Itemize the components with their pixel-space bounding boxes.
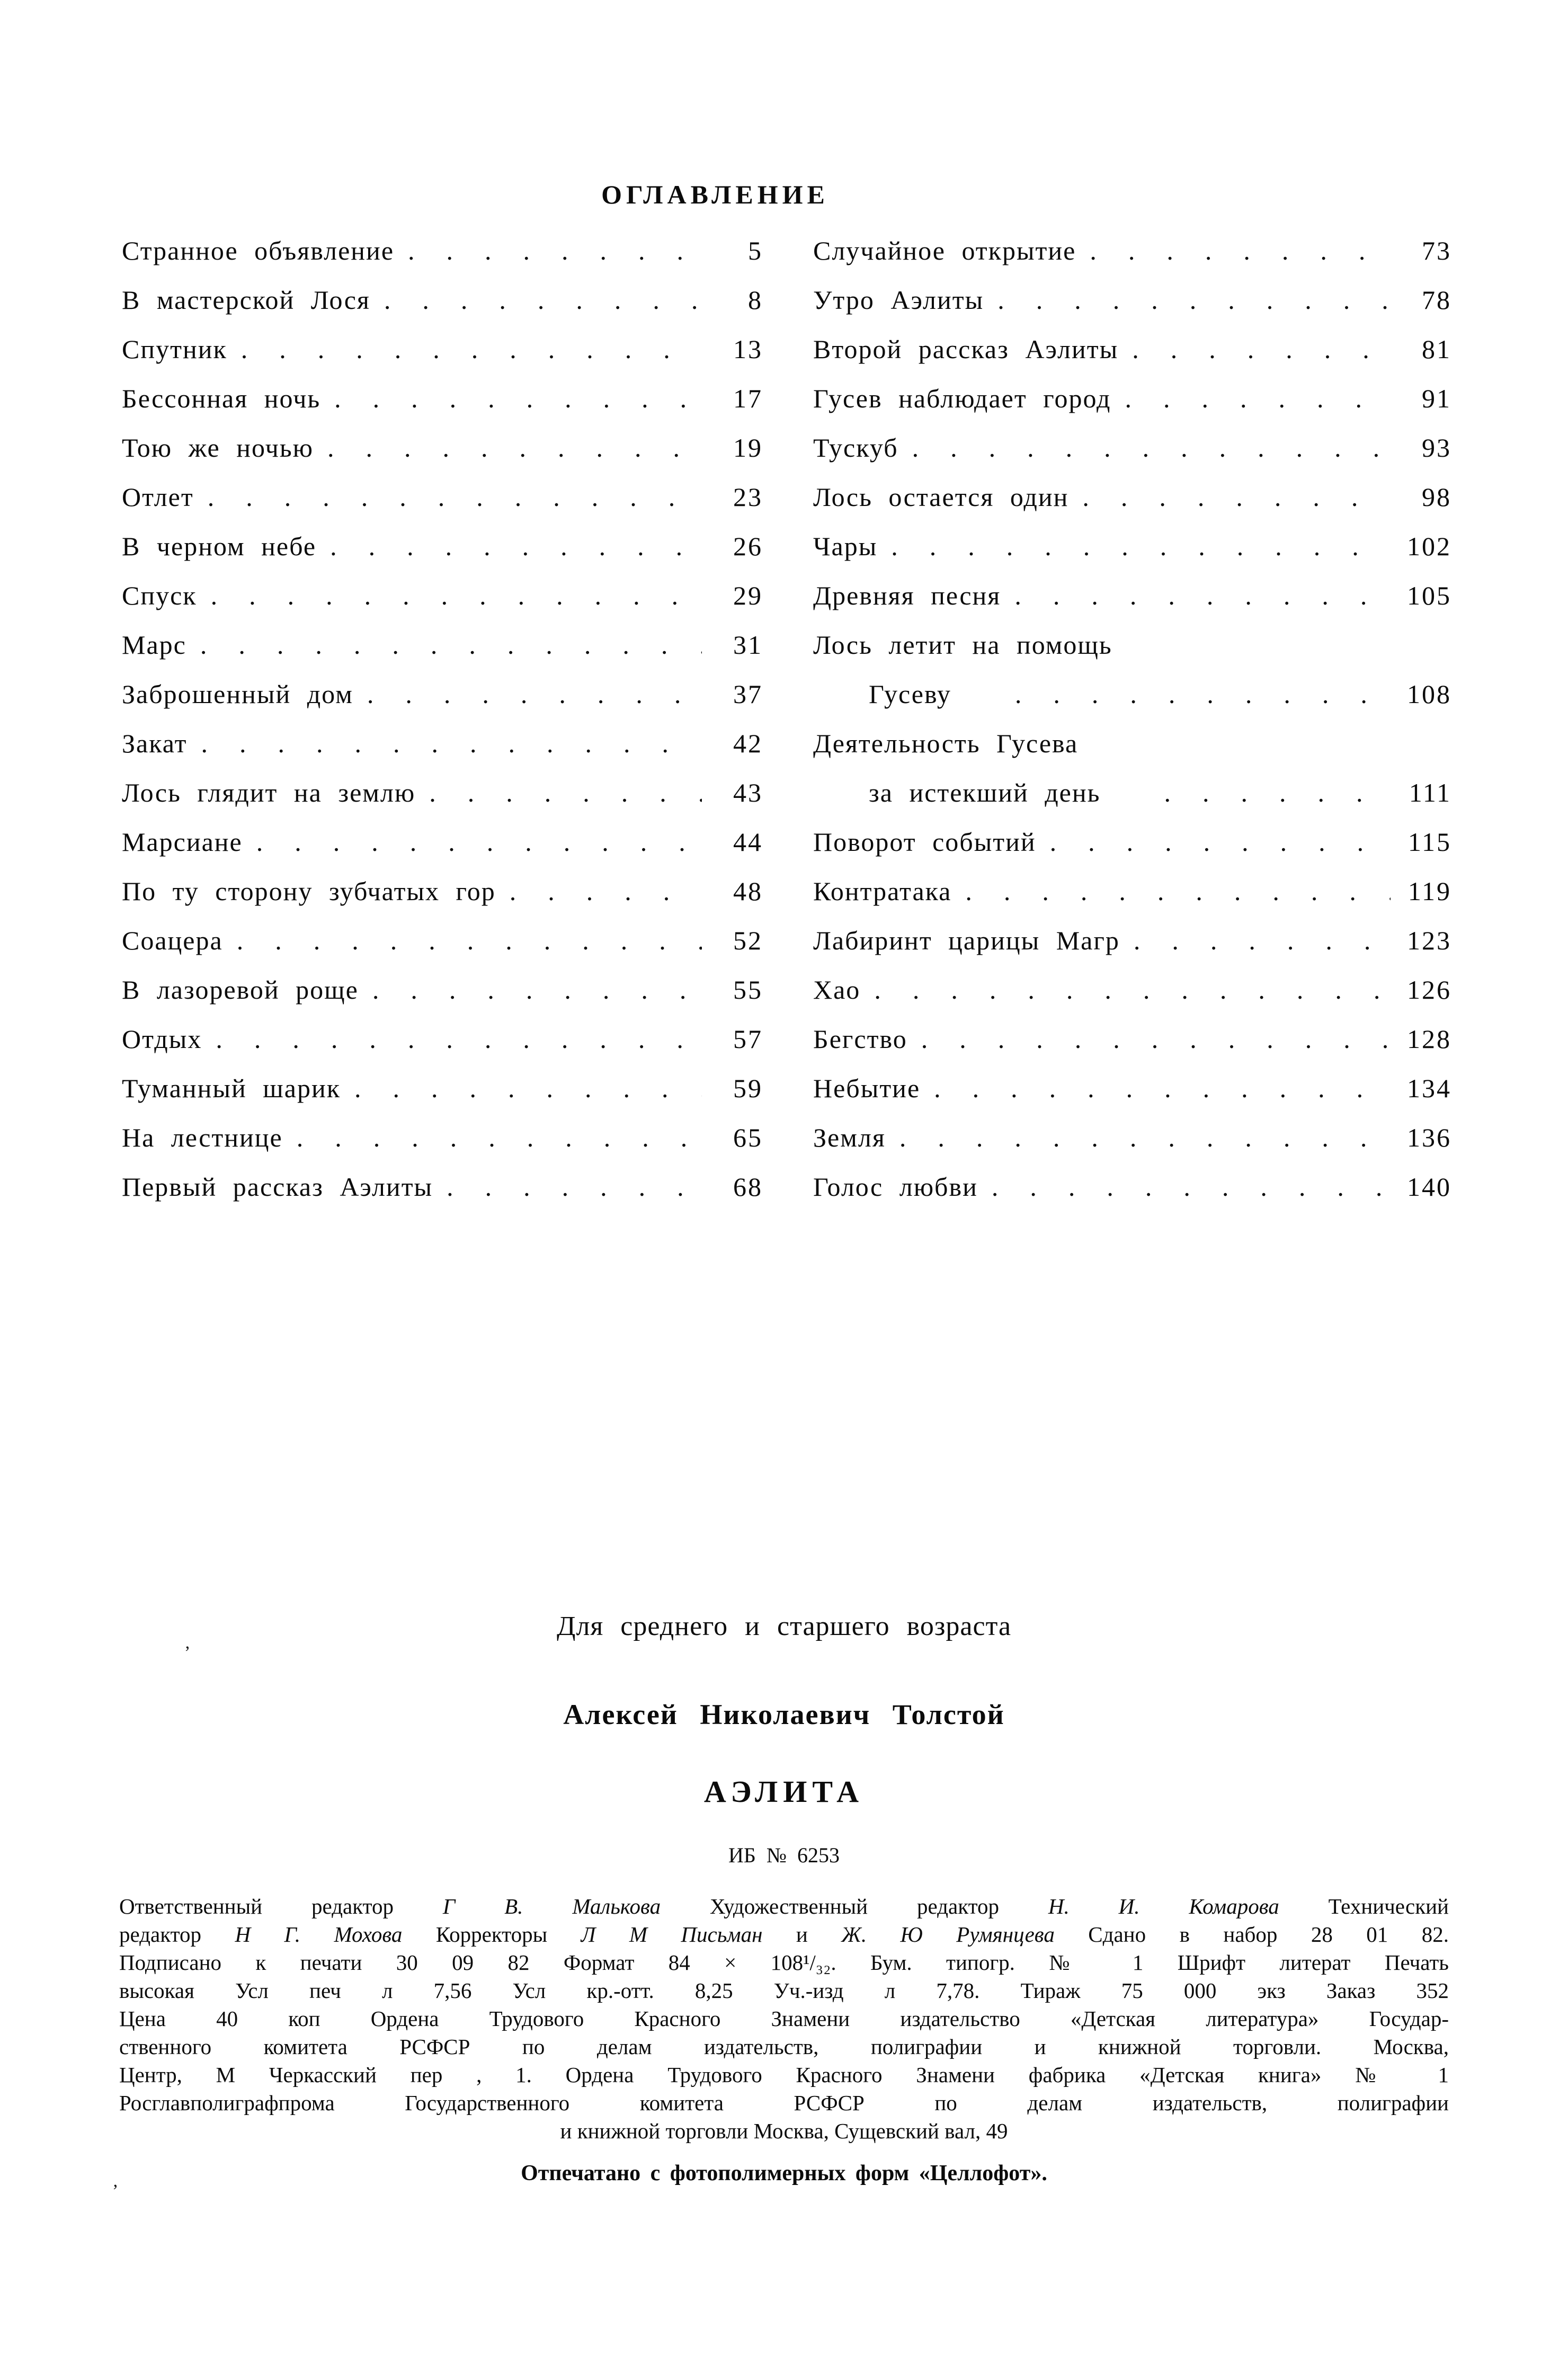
- chapter-title: за истекший день: [869, 778, 1101, 807]
- chapter-title: Закат: [122, 729, 188, 758]
- leader-dots: [1076, 226, 1391, 276]
- printing-note: Отпечатано с фотополимерных форм «Целлофот».: [521, 2161, 1047, 2186]
- chapter-title: Земля: [813, 1123, 886, 1152]
- chapter-title: Деятельность Гусева: [813, 729, 1079, 758]
- colophon-text: Художественный редактор: [661, 1894, 1048, 1918]
- chapter-title: Чары: [813, 531, 878, 561]
- author-name: Алексей Николаевич Толстой: [563, 1699, 1005, 1730]
- leader-dots: [1036, 818, 1391, 867]
- leader-dots: [186, 620, 702, 670]
- colophon-line: [119, 2117, 1449, 2145]
- colophon-text: и книжной торговли Москва, Сущевский вал, 49: [560, 2119, 1008, 2143]
- colophon-text: Технический: [1279, 1894, 1449, 1918]
- leader-dots: [1120, 916, 1391, 965]
- leader-dots: [860, 965, 1391, 1015]
- chapter-title: Голос любви: [813, 1172, 978, 1202]
- toc-entry: [813, 1064, 1451, 1113]
- leader-dots: [433, 1162, 702, 1212]
- leader-dots: [223, 916, 702, 965]
- page-number: 126: [1407, 975, 1451, 1005]
- page-number: 136: [1407, 1123, 1451, 1152]
- toc-entry: [813, 226, 1451, 276]
- colophon-text: редактор: [119, 1922, 235, 1947]
- leader-dots: [886, 1113, 1391, 1162]
- chapter-title: Тускуб: [813, 433, 898, 463]
- page-number: 42: [733, 729, 763, 758]
- toc-entry: [122, 620, 763, 670]
- colophon-text: Центр, М Черкасский пер , 1. Ордена Трудового Красного Знамени фабрика «Детская книга» № 1: [119, 2063, 1449, 2087]
- toc-entry: [122, 1162, 763, 1212]
- colophon-text: Подписано к печати 30 09 82 Формат 84 × 108¹/₃₂. Бум. типогр. № 1 Шрифт литерат Печать: [119, 1950, 1449, 1975]
- toc-entry: [813, 1113, 1451, 1162]
- colophon-text: Корректоры: [402, 1922, 581, 1947]
- toc-entry: [813, 620, 1451, 670]
- toc-entry: [122, 818, 763, 867]
- page-number: 13: [733, 334, 763, 364]
- toc-entry: [813, 719, 1451, 768]
- chapter-title: В лазоревой роще: [122, 975, 359, 1005]
- page-number: 115: [1407, 827, 1451, 857]
- chapter-title: Случайное открытие: [813, 236, 1076, 265]
- chapter-title: Утро Аэлиты: [813, 285, 984, 315]
- toc-entry: [122, 473, 763, 522]
- toc-title: ОГЛАВЛЕНИЕ: [601, 180, 829, 209]
- leader-dots: [243, 818, 702, 867]
- leader-dots: [415, 768, 702, 818]
- toc-entry: [122, 916, 763, 965]
- colophon-line: [119, 1893, 1449, 1921]
- page-number: 108: [1407, 679, 1451, 709]
- page-number: 59: [733, 1073, 763, 1103]
- book-title: АЭЛИТА: [703, 1774, 865, 1809]
- person-name: Ж. Ю Румянцева: [841, 1922, 1055, 1947]
- leader-dots: [1001, 571, 1391, 620]
- chapter-title: Отлет: [122, 482, 194, 512]
- chapter-title: Первый рассказ Аэлиты: [122, 1172, 433, 1202]
- toc-entry: [813, 1162, 1451, 1212]
- toc-left-column: [122, 226, 763, 1212]
- toc-entry: [813, 1015, 1451, 1064]
- leader-dots: [984, 276, 1391, 325]
- colophon: [119, 1893, 1449, 2145]
- chapter-title: Соацера: [122, 926, 223, 955]
- toc-entry: [122, 867, 763, 916]
- toc-entry: [813, 522, 1451, 571]
- page-number: 98: [1422, 482, 1451, 512]
- page-number: 57: [733, 1024, 763, 1054]
- leader-dots: [188, 719, 702, 768]
- chapter-title: Второй рассказ Аэлиты: [813, 334, 1119, 364]
- leader-dots: [341, 1064, 702, 1113]
- leader-dots: [907, 1015, 1391, 1064]
- page-number: 105: [1407, 581, 1451, 610]
- toc-entry: [122, 965, 763, 1015]
- chapter-title: Странное объявление: [122, 236, 395, 265]
- chapter-title: По ту сторону зубчатых гор: [122, 876, 496, 906]
- toc-entry: [122, 1015, 763, 1064]
- person-name: Л М Письман: [581, 1922, 763, 1947]
- page-number: 26: [733, 531, 763, 561]
- leader-dots: [353, 670, 702, 719]
- page-number: 93: [1422, 433, 1451, 463]
- toc-entry: [813, 571, 1451, 620]
- toc-entry: [122, 423, 763, 473]
- page-number: 134: [1407, 1073, 1451, 1103]
- chapter-title: Гусев наблюдает город: [813, 384, 1111, 413]
- leader-dots: [877, 522, 1391, 571]
- colophon-line: [119, 2061, 1449, 2089]
- page-number: 17: [733, 384, 763, 413]
- leader-dots: [194, 473, 702, 522]
- colophon-text: Росглавполиграфпрома Государственного комитета РСФСР по делам издательств, полиграфии: [119, 2091, 1449, 2115]
- leader-dots: [314, 423, 702, 473]
- page-number: 19: [733, 433, 763, 463]
- audience-note: Для среднего и старшего возраста: [556, 1611, 1012, 1641]
- page-number: 73: [1422, 236, 1451, 265]
- chapter-title: Лабиринт царицы Магр: [813, 926, 1120, 955]
- page-number: 91: [1422, 384, 1451, 413]
- chapter-title: Гусеву: [869, 679, 951, 709]
- edition-number: ИБ № 6253: [728, 1843, 840, 1867]
- leader-dots: [920, 1064, 1391, 1113]
- toc-entry: [813, 670, 1451, 719]
- toc-entry: [813, 916, 1451, 965]
- toc-entry: [122, 325, 763, 374]
- page-number: 23: [733, 482, 763, 512]
- leader-dots: [1068, 473, 1391, 522]
- chapter-title: Туманный шарик: [122, 1073, 341, 1103]
- chapter-title: Лось летит на помощь: [813, 630, 1112, 660]
- leader-dots: [898, 423, 1391, 473]
- page-number: 128: [1407, 1024, 1451, 1054]
- chapter-title: В мастерской Лося: [122, 285, 370, 315]
- colophon-text: Цена 40 коп Ордена Трудового Красного Знамени издательство «Детская литература» Государ-: [119, 2006, 1449, 2031]
- toc-entry: [122, 226, 763, 276]
- table-of-contents: [122, 226, 1451, 1212]
- page-number: 68: [733, 1172, 763, 1202]
- colophon-line: [119, 2033, 1449, 2061]
- toc-entry: [813, 473, 1451, 522]
- page-number: 37: [733, 679, 763, 709]
- page-number: 140: [1407, 1172, 1451, 1202]
- scan-artifact: ‚: [112, 2171, 119, 2191]
- chapter-title: Бегство: [813, 1024, 907, 1054]
- page-number: 123: [1407, 926, 1451, 955]
- colophon-line: [119, 1977, 1449, 2005]
- leader-dots: [951, 867, 1391, 916]
- page-number: 55: [733, 975, 763, 1005]
- page-number: 81: [1422, 334, 1451, 364]
- leader-dots: [202, 1015, 702, 1064]
- page-number: 44: [733, 827, 763, 857]
- chapter-title: Бессонная ночь: [122, 384, 321, 413]
- leader-dots: [359, 965, 702, 1015]
- chapter-title: Спуск: [122, 581, 197, 610]
- leader-dots: [227, 325, 702, 374]
- leader-dots: [283, 1113, 702, 1162]
- leader-dots: [1100, 768, 1391, 818]
- chapter-title: Тою же ночью: [122, 433, 314, 463]
- colophon-line: [119, 2005, 1449, 2033]
- page-number: 29: [733, 581, 763, 610]
- toc-right-column: [813, 226, 1451, 1212]
- page-number: 8: [748, 285, 763, 315]
- page-number: 65: [733, 1123, 763, 1152]
- page-number: 52: [733, 926, 763, 955]
- leader-dots: [978, 1162, 1391, 1212]
- toc-entry: [122, 276, 763, 325]
- toc-entry: [813, 818, 1451, 867]
- chapter-title: Марсиане: [122, 827, 243, 857]
- person-name: Н. И. Комарова: [1048, 1894, 1279, 1918]
- chapter-title: На лестнице: [122, 1123, 283, 1152]
- leader-dots: [1111, 374, 1391, 423]
- chapter-title: Небытие: [813, 1073, 921, 1103]
- leader-dots: [370, 276, 702, 325]
- chapter-title: Лось остается один: [813, 482, 1069, 512]
- page-number: 111: [1409, 778, 1451, 807]
- toc-entry: [122, 719, 763, 768]
- colophon-line: [119, 1921, 1449, 1949]
- toc-entry: [122, 1064, 763, 1113]
- colophon-line: [119, 1949, 1449, 1977]
- toc-entry: [813, 768, 1451, 818]
- chapter-title: Отдых: [122, 1024, 202, 1054]
- toc-entry: [122, 374, 763, 423]
- toc-entry: [122, 571, 763, 620]
- colophon-line: [119, 2089, 1449, 2117]
- colophon-text: и: [762, 1922, 842, 1947]
- chapter-title: Поворот событий: [813, 827, 1036, 857]
- leader-dots: [320, 374, 702, 423]
- leader-dots: [1118, 325, 1391, 374]
- person-name: Н Г. Мохова: [235, 1922, 403, 1947]
- toc-entry: [813, 374, 1451, 423]
- colophon-text: Сдано в набор 28 01 82.: [1054, 1922, 1449, 1947]
- chapter-title: Марс: [122, 630, 186, 660]
- leader-dots: [197, 571, 702, 620]
- page-number: 102: [1407, 531, 1451, 561]
- leader-dots: [394, 226, 702, 276]
- page-number: 43: [733, 778, 763, 807]
- toc-entry: [122, 522, 763, 571]
- colophon-text: Ответственный редактор: [119, 1894, 443, 1918]
- leader-dots: [496, 867, 702, 916]
- toc-entry: [122, 1113, 763, 1162]
- chapter-title: В черном небе: [122, 531, 317, 561]
- chapter-title: Контратака: [813, 876, 952, 906]
- person-name: Г В. Малькова: [442, 1894, 661, 1918]
- chapter-title: Заброшенный дом: [122, 679, 353, 709]
- chapter-title: Древняя песня: [813, 581, 1001, 610]
- page-number: 5: [748, 236, 763, 265]
- colophon-text: ственного комитета РСФСР по делам издательств, полиграфии и книжной торговли. Москва,: [119, 2035, 1449, 2059]
- toc-entry: [813, 276, 1451, 325]
- colophon-text: высокая Усл печ л 7,56 Усл кр.-отт. 8,25 Уч.-изд л 7,78. Тираж 75 000 экз Заказ 352: [119, 1978, 1449, 2003]
- page-number: 48: [733, 876, 763, 906]
- toc-entry: [122, 670, 763, 719]
- chapter-title: Спутник: [122, 334, 227, 364]
- toc-entry: [813, 423, 1451, 473]
- chapter-title: Лось глядит на землю: [122, 778, 416, 807]
- chapter-title: Хао: [813, 975, 861, 1005]
- scan-artifact: ‚: [184, 1633, 191, 1653]
- toc-entry: [813, 965, 1451, 1015]
- page-number: 31: [733, 630, 763, 660]
- toc-entry: [122, 768, 763, 818]
- leader-dots: [316, 522, 702, 571]
- leader-dots: [951, 670, 1391, 719]
- page-number: 119: [1407, 876, 1451, 906]
- toc-entry: [813, 325, 1451, 374]
- toc-entry: [813, 867, 1451, 916]
- page-number: 78: [1422, 285, 1451, 315]
